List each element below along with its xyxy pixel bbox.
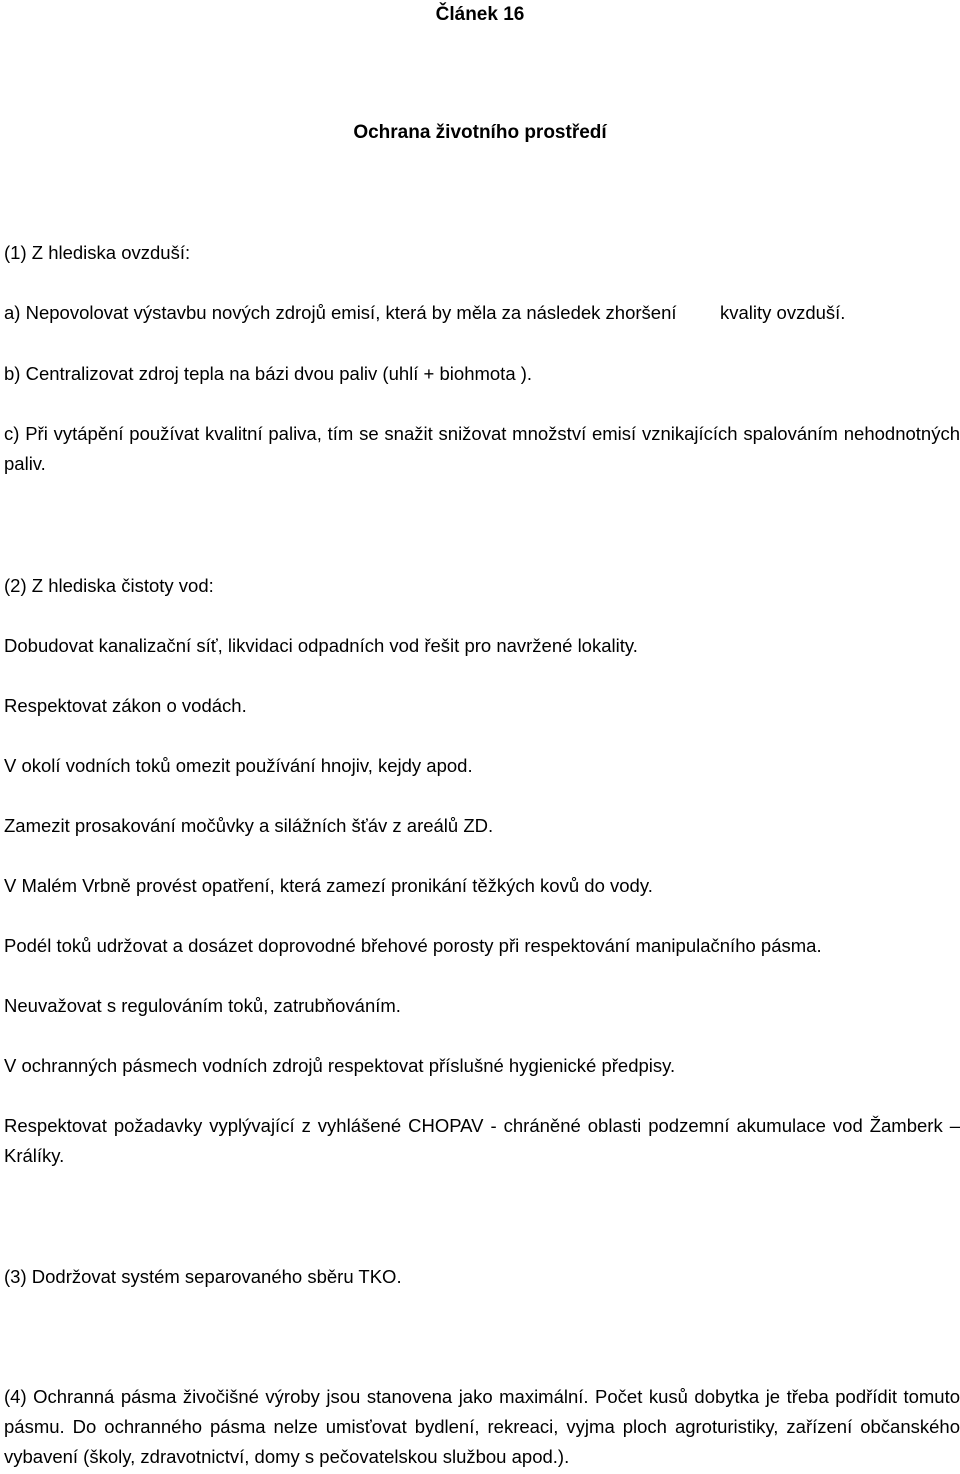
section-4-text: (4) Ochranná pásma živočišné výroby jsou stanovena jako maximální. Počet kusů dobytka je třeba podřídit tomuto pásmu. Do ochranného pásma nelze umisťovat bydlení, rekreaci, vyjma ploch agroturistiky, zařízení občanského vybavení (školy, zdravotnictví, domy s pečovatelskou službou apod.). [4, 1386, 960, 1467]
section-1-item-a-continuation: kvality ovzduší. [720, 302, 846, 323]
section-2-item: Respektovat zákon o vodách. [4, 695, 247, 716]
section-3-text: (3) Dodržovat systém separovaného sběru TKO. [4, 1266, 402, 1287]
section-2-item: Dobudovat kanalizační síť, likvidaci odpadních vod řešit pro navržené lokality. [4, 635, 638, 656]
section-2-item: Zamezit prosakování močůvky a silážních šťáv z areálů ZD. [4, 815, 494, 836]
section-1-item-c: c) Při vytápění používat kvalitní paliva, tím se snažit snižovat množství emisí vznikajících spalováním nehodnotných paliv. [4, 423, 960, 474]
section-2-item-chopav: Respektovat požadavky vyplývající z vyhlášené CHOPAV - chráněné oblasti podzemní akumulace vod Žamberk – Králíky. [4, 1115, 960, 1166]
article-subtitle: Ochrana životního prostředí [353, 122, 607, 143]
section-2-item: V Malém Vrbně provést opatření, která zamezí pronikání těžkých kovů do vody. [4, 875, 653, 896]
section-1-heading: (1) Z hlediska ovzduší: [4, 242, 191, 263]
section-2-item: Neuvažovat s regulováním toků, zatrubňováním. [4, 995, 401, 1016]
section-2-item: V okolí vodních toků omezit používání hnojiv, kejdy apod. [4, 755, 473, 776]
article-title: Článek 16 [435, 4, 525, 25]
section-2-heading: (2) Z hlediska čistoty vod: [4, 575, 214, 596]
section-1-item-a: a) Nepovolovat výstavbu nových zdrojů emisí, která by měla za následek zhoršení [4, 302, 677, 323]
section-2-item: Podél toků udržovat a dosázet doprovodné břehové porosty při respektování manipulačního pásma. [4, 935, 822, 956]
section-1-item-b: b) Centralizovat zdroj tepla na bázi dvou paliv (uhlí + biohmota ). [4, 363, 533, 384]
section-2-item: V ochranných pásmech vodních zdrojů respektovat příslušné hygienické předpisy. [4, 1055, 676, 1076]
